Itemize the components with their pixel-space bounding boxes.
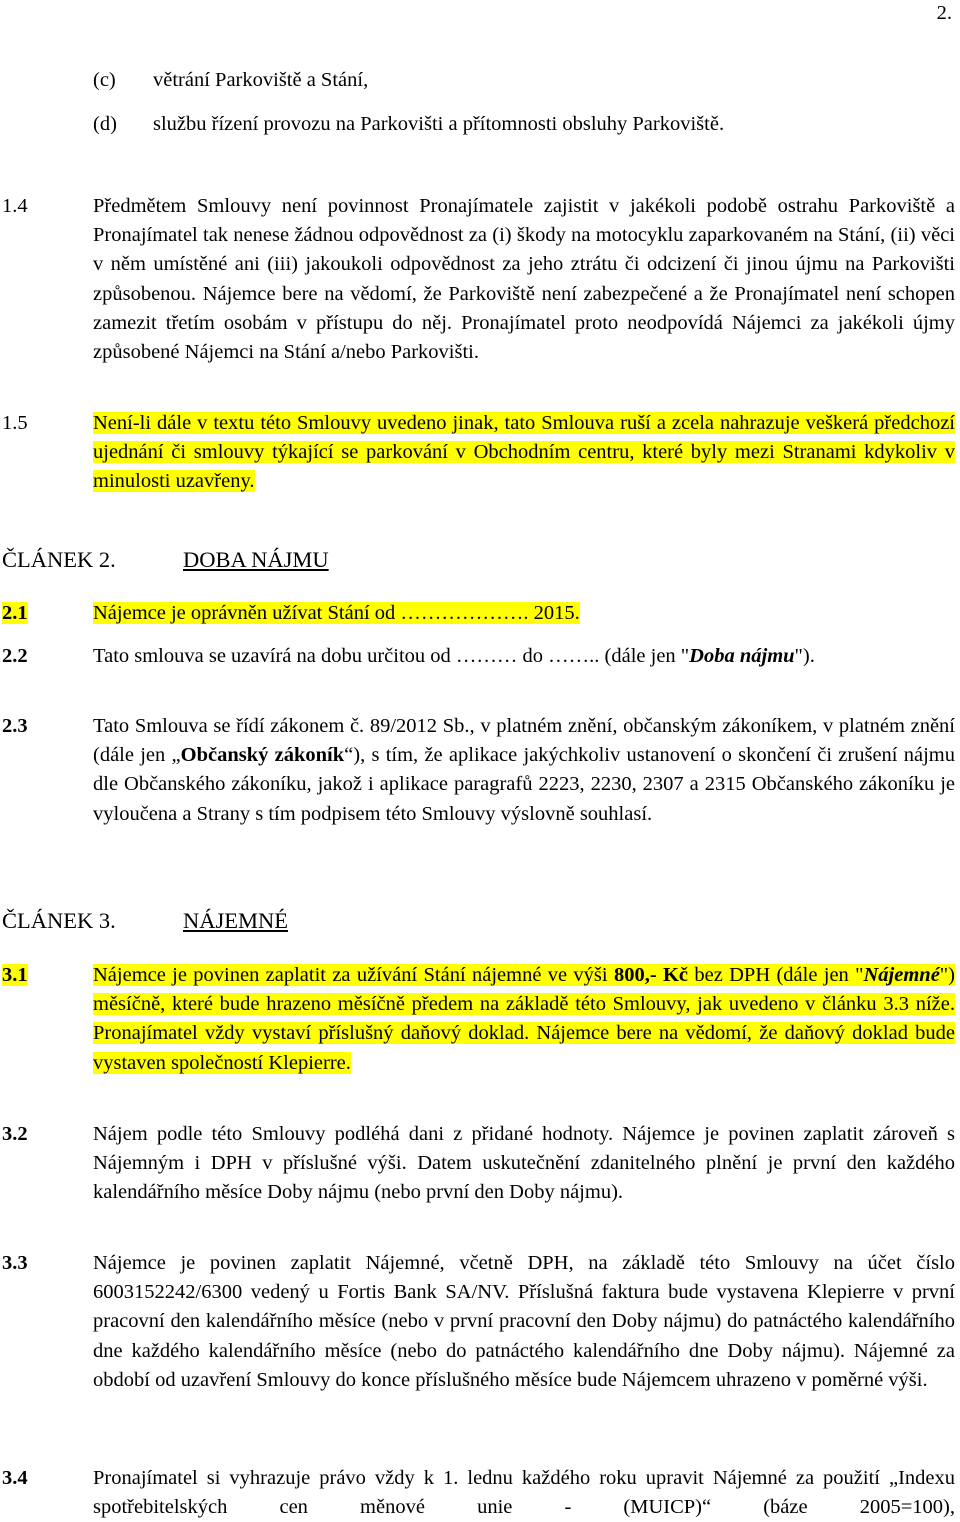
section-3-1-highlighted-text [93,964,955,1074]
section-number-1-5: 1.5 [2,412,28,434]
section-3-3-text: Nájemce je povinen zaplatit Nájemné, včetně DPH, na základě této Smlouvy na účet číslo 6003152242/6300 vedený u Fortis Bank SA/NV. Příslušná faktura bude vystavena Klepierre v první pracovní den kalendářního měsíce (nebo v první pracovní den Doby nájmu) do patnáctého kalendářního dne každého kalendářního měsíce (nebo do patnáctého kalendářního dne Doby nájmu). Nájemné za období od uzavření Smlouvy do konce příslušného měsíce bude Nájemcem uhrazeno v poměrné výši. [93,1252,955,1391]
article-3-label: ČLÁNEK 3. [2,908,116,933]
article-2-label: ČLÁNEK 2. [2,547,116,572]
section-2-2-text-b: "). [794,645,815,667]
section-3-1-text-b: bez DPH (dále jen " [688,964,864,986]
section-1-5-text [93,409,955,497]
section-number-3-1 [2,961,28,990]
section-3-2-text: Nájem podle této Smlouvy podléhá dani z přidané hodnoty. Nájemce je povinen zaplatit zároveň s Nájemným i DPH v příslušné výši. Datem uskutečnění zdanitelného plnění je první den každého kalendářního měsíce Doby nájmu (nebo první den Doby nájmu). [93,1123,955,1204]
section-2-3-text-b: “), s tím, že aplikace jakýchkoliv ustanovení o skončení či zrušení nájmu dle Občanského zákoníku, jakož i aplikace paragrafů 2223, 2230, 2307 a 2315 Občanského zákoníku je vyloučena a Strany s tím podpisem této Smlouvy výslovně souhlasí. [93,744,955,825]
section-2-1-text [93,599,955,628]
section-number-2-3: 2.3 [2,715,28,737]
section-number-3-2: 3.2 [2,1123,28,1145]
section-2-3-text [93,712,955,829]
section-number-2-1-value: 2.1 [2,602,28,624]
section-2-1-highlighted-text: Nájemce je oprávněn užívat Stání od ………………. 2015. [93,602,580,624]
rent-amount: 800,- Kč [613,964,689,986]
defined-term-najemne: Nájemné [863,964,940,986]
section-number-3-4: 3.4 [2,1467,28,1489]
article-2-title: DOBA NÁJMU [183,547,329,572]
section-number-2-2: 2.2 [2,645,28,667]
section-3-4-text: Pronajímatel si vyhrazuje právo vždy k 1. lednu každého roku upravit Nájemné za použití „Indexu spotřebitelských cen měnové unie - (MUICP)“ (báze 2005=100), [93,1467,955,1519]
list-text-d: službu řízení provozu na Parkovišti a přítomnosti obsluhy Parkoviště. [153,113,725,135]
section-2-2-text [93,642,955,671]
section-number-1-4: 1.4 [2,195,28,217]
section-1-4-text: Předmětem Smlouvy není povinnost Pronajímatele zajistit v jakékoli podobě ostrahu Parkoviště a Pronajímatel tak nenese žádnou odpovědnost za (i) škody na motocyklu zaparkovaném na Stání, (ii) věci v něm umístěné ani (iii) jakoukoli odpovědnost za jeho ztrátu či odcizení či jinou újmu na Parkovišti způsobenou. Nájemce bere na vědomí, že Parkoviště není zabezpečené a že Pronajímatel není schopen zamezit třetím osobám v přístupu do něj. Pronajímatel proto neodpovídá Nájemci za jakékoli újmy způsobené Nájemci na Stání a/nebo Parkovišti. [93,195,955,364]
section-number-3-3: 3.3 [2,1252,28,1274]
list-label-c: (c) [93,69,116,91]
section-3-1-text-c: ") měsíčně, které bude hrazeno měsíčně předem na základě této Smlouvy, jak uvedeno v článku 3.3 níže. Pronajímatel vždy vystaví příslušný daňový doklad. Nájemce bere na vědomí, že daňový doklad bude vystaven společností Klepierre. [93,964,955,1074]
list-label-d: (d) [93,113,117,135]
section-3-1-text [93,961,955,1078]
page-number: 2. [936,2,952,24]
section-1-5-highlighted-text: Není-li dále v textu této Smlouvy uvedeno jinak, tato Smlouva ruší a zcela nahrazuje veškerá předchozí ujednání či smlouvy týkající se parkování v Obchodním centru, které byly mezi Stranami kdykoliv v minulosti uzavřeny. [93,412,955,493]
article-3-title: NÁJEMNÉ [183,908,288,933]
section-number-2-1 [2,599,28,628]
defined-term-obcansky-zakonik: Občanský zákoník [180,744,345,767]
section-number-3-1-value: 3.1 [2,964,28,986]
section-2-2-text-a: Tato smlouva se uzavírá na dobu určitou od ……… do …….. (dále jen " [93,645,690,667]
section-3-1-text-a: Nájemce je povinen zaplatit za užívání Stání nájemné ve výši [93,964,614,986]
list-text-c: větrání Parkoviště a Stání, [153,69,369,91]
defined-term-doba-najmu: Doba nájmu [689,645,795,667]
section-2-3-text-a: Tato Smlouva se řídí zákonem č. 89/2012 Sb., v platném znění, občanským zákoníkem, v platném znění (dále jen „ [93,715,955,767]
